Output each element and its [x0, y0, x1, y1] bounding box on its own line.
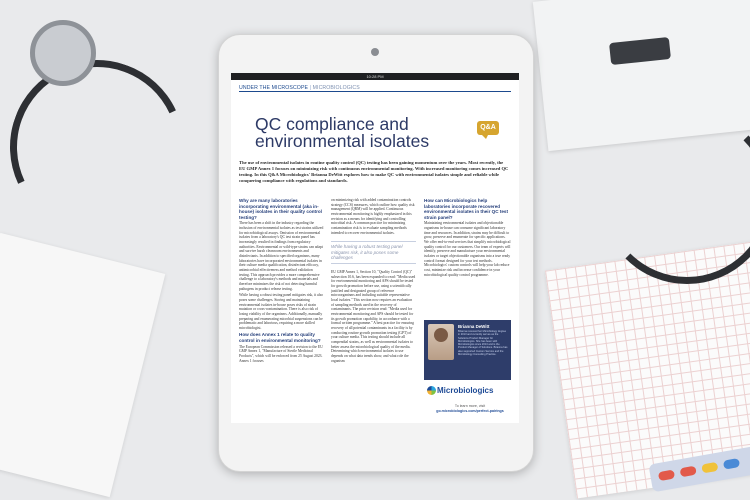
author-bio-text: Brianna received her Microbiology degree in 2013 and currently serves as the Solutions Product Manager for Microbiologics. She has been with Microbiologics since 2013 and is the Product Manager of Solutions. Brianna has also supported Custom Service and the Microbiology Consulting Practice. [458, 330, 508, 357]
microbiologics-logo [427, 386, 493, 395]
microbiologics-logo-icon [427, 386, 436, 395]
answer-paragraph: Maintaining environmental isolates and objectionable organisms in-house can consume significant laboratory time and resources. In addition, strains may be difficult to grow, preserve and enumerate for specific applications. We offer end-to-end services that simplify microbiological quality control for our customers. Our team of experts will identify, preserve and manufacture your environmental isolates or target objectionable organisms into a true ready control format designed for your test methods. Microbiologics' custom controls will help your lab reduce cost, minimize risk and increase confidence in your microbiological quality control programme. [424, 221, 511, 277]
question-heading: How can Microbiologics help laboratories incorporate recovered environmental isolates in their QC test strain panel? [424, 198, 508, 220]
status-time: 10:28 PM [366, 74, 384, 79]
column-2 [331, 198, 416, 423]
stethoscope-tube-left [0, 35, 209, 258]
paper-sheet-left [0, 233, 165, 497]
article-title [255, 116, 455, 150]
article-title-line1: QC compliance and [255, 114, 409, 134]
article-title-line2: environmental isolates [255, 131, 430, 151]
article-intro: The use of environmental isolates in routine quality control (QC) testing has been gaining momentum over the years. Most recently, the EU GMP Annex 1 focuses on minimizing risk with continuous environmental monitoring. With increased monitoring comes increased QC testing. In this Q&A Microbiologics' Brianna DeWitt explores how to make QC with environmental isolates simple and reliable while conquering compliance with regulations and standards. [239, 160, 509, 183]
cta-link[interactable]: go.microbiologics.com/perfect-pairings [436, 409, 504, 413]
answer-paragraph: EU GMP Annex 1, Section 10, "Quality Control (QC)" subsection 10.6, has been expanded to read: "Media used for environmental monitoring and APS should be tested for growth promotion before use, using a scientifically justified and designated group of reference microorganisms and including suitable representative local isolates." This section now requires an evaluation of sampling methods used in the recovery of contaminants. The prior revision read: "Media used for environmental monitoring and APS should be tested for its growth promotion capability, in accordance with a formal written programme." A best practice for ensuring recovery of all potential contaminants in a facility is by conducting routine growth promotion testing (GPT) of your culture media. This testing should include all compendial strains, as well as environmental isolates to better assess the microbiological quality of the media. Determining which environmental isolates to use depends on what data trends show, and what role the organism [331, 270, 416, 363]
stethoscope-chestpiece-icon [30, 20, 96, 86]
section-header [239, 85, 511, 92]
question-heading: How does Annex 1 relate to quality control in environmental monitoring? [239, 332, 321, 344]
answer-paragraph: There has been a shift in the industry regarding the inclusion of environmental isolates as test strains utilized for microbiological assays. Omission of environmental isolates from a laboratory's QC test strain panel has increasingly resulted in findings from regulatory authorities. Environmental or wild-type strains can adapt and survive harsh cleanroom environments and disinfectants. In addition to specified organisms, many laboratories have incorporated environmental isolates in their culture media qualification, disinfectant efficacy, antimicrobial effectiveness and method validation testing. This approach provides a more comprehensive challenge to a laboratory's methods and materials and therefore minimizes the risk of not detecting harmful pathogens in product release testing. [239, 221, 324, 291]
tablet-screen[interactable] [231, 73, 519, 423]
answer-paragraph: on minimizing risk with added contamination controls strategy (CCS) measures, which outline how quality risk management (QRM) will be applied. Continuous environmental monitoring is highly emphasized in this revision as a means for identifying and controlling microbial risk. A common practice for minimizing contamination risk is to evaluate sampling methods intended to recover environmental isolates. [331, 198, 415, 235]
cta-block [434, 404, 506, 413]
author-bio-box [424, 320, 511, 380]
section-secondary: MICROBIOLOGICS [312, 85, 360, 91]
author-name: Brianna DeWitt [458, 324, 490, 329]
column-1 [239, 198, 324, 423]
question-heading: Why are many laboratories incorporating environmental (aka in-house) isolates in their quality control testing? [239, 198, 322, 220]
cta-text: To learn more, visit [454, 404, 486, 408]
section-primary: UNDER THE MICROSCOPE [239, 85, 309, 91]
section-divider: | [309, 85, 312, 91]
status-bar [231, 73, 519, 80]
camera-icon [371, 48, 379, 56]
qa-speech-badge-icon: Q&A [477, 121, 499, 135]
answer-paragraph: While having a robust testing panel mitigates risk, it also poses some challenges. Storing and maintaining environmental isolates in-house poses risks of strain mutation or cross-contamination. There is also risk of losing viability of the organisms. Additionally, manually preparing and enumerating microbial suspensions can be problematic and laborious, requiring a more skilled microbiologist. [239, 293, 323, 330]
logo-text: Microbiologics [437, 386, 494, 395]
author-photo [428, 324, 454, 360]
pull-quote: While having a robust testing panel mitigates risk, it also poses some challenges [331, 241, 416, 264]
answer-paragraph: The European Commission released a revision to the EU GMP Annex 1, "Manufacture of Sterile Medicinal Products", which will be enforced from 25 August 2023. Annex 1 focuses [239, 344, 323, 363]
